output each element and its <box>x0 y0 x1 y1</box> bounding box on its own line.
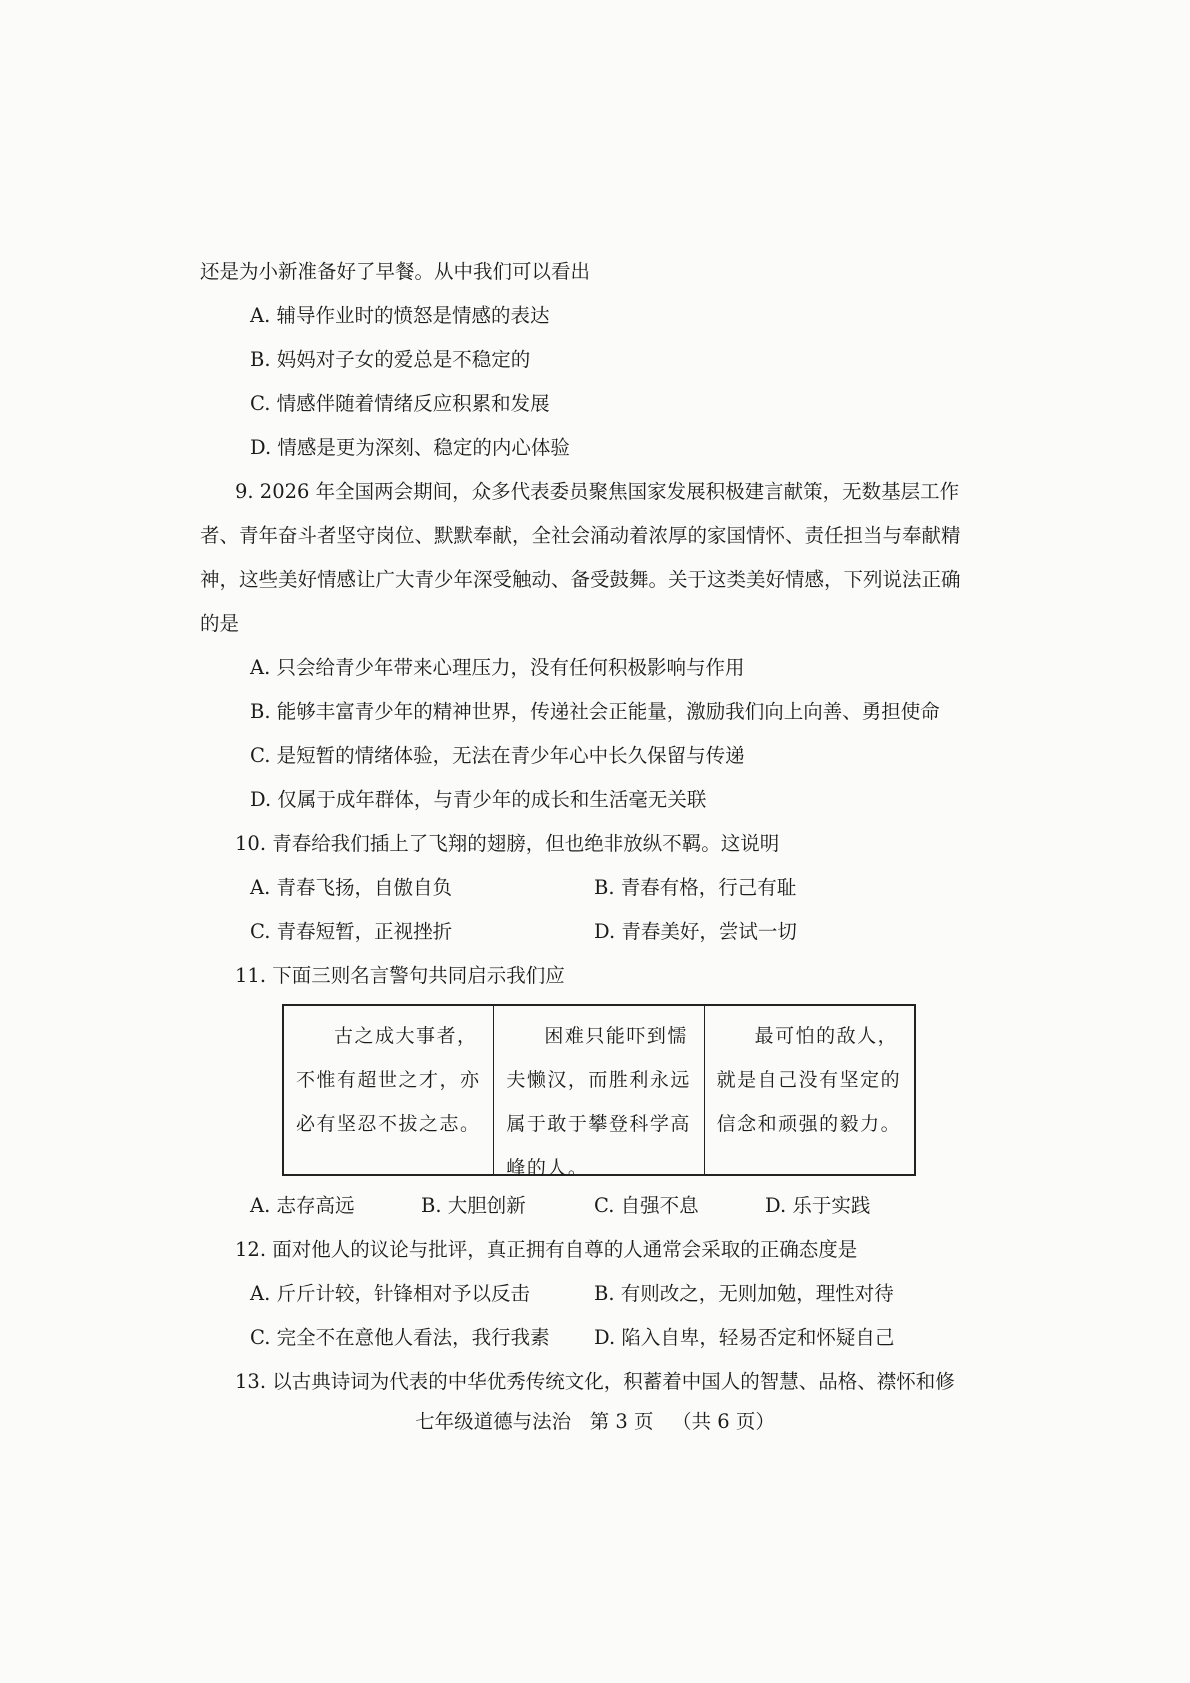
q8-option-d: D. 情感是更为深刻、稳定的内心体验 <box>250 436 570 459</box>
q9-option-a: A. 只会给青少年带来心理压力，没有任何积极影响与作用 <box>250 656 745 679</box>
quote-cell-3 <box>704 1006 914 1174</box>
q11-option-d: D. 乐于实践 <box>765 1194 871 1217</box>
q9-stem-line-3: 神，这些美好情感让广大青少年深受触动、备受鼓舞。关于这类美好情感，下列说法正确 <box>200 568 961 591</box>
q10-option-d: D. 青春美好，尝试一切 <box>594 920 797 943</box>
quote-cell-1 <box>284 1006 493 1174</box>
q8-option-c: C. 情感伴随着情绪反应积累和发展 <box>250 392 550 415</box>
q12-stem: 12. 面对他人的议论与批评，真正拥有自尊的人通常会采取的正确态度是 <box>235 1238 858 1261</box>
q10-stem: 10. 青春给我们插上了飞翔的翅膀，但也绝非放纵不羁。这说明 <box>235 832 780 855</box>
q9-option-c: C. 是短暂的情绪体验，无法在青少年心中长久保留与传递 <box>250 744 745 767</box>
q12-option-c: C. 完全不在意他人看法，我行我素 <box>250 1326 550 1349</box>
q12-option-d: D. 陷入自卑，轻易否定和怀疑自己 <box>594 1326 895 1349</box>
q10-option-c: C. 青春短暂，正视挫折 <box>250 920 453 943</box>
q11-option-a: A. 志存高远 <box>250 1194 355 1217</box>
q13-stem: 13. 以古典诗词为代表的中华优秀传统文化，积蓄着中国人的智慧、品格、襟怀和修 <box>235 1370 955 1393</box>
quotes-table <box>282 1004 916 1179</box>
q11-option-b: B. 大胆创新 <box>421 1194 526 1217</box>
q9-stem-line-4: 的是 <box>200 612 240 635</box>
q11-stem: 11. 下面三则名言警句共同启示我们应 <box>235 964 565 987</box>
q12-option-b: B. 有则改之，无则加勉，理性对待 <box>594 1282 894 1305</box>
q9-stem-line-1: 9. 2026 年全国两会期间，众多代表委员聚焦国家发展积极建言献策，无数基层工作 <box>235 480 960 503</box>
q10-option-b: B. 青春有格，行己有耻 <box>594 876 797 899</box>
page-footer: 七年级道德与法治 第 3 页 （共 6 页） <box>415 1410 775 1433</box>
q9-option-d: D. 仅属于成年群体，与青少年的成长和生活毫无关联 <box>250 788 707 811</box>
quote-text-2: 困难只能吓到懦夫懒汉，而胜利永远属于敢于攀登科学高峰的人。 <box>506 1025 691 1179</box>
quote-cell-2 <box>493 1006 703 1179</box>
q11-option-c: C. 自强不息 <box>594 1194 699 1217</box>
q8-stem: 还是为小新准备好了早餐。从中我们可以看出 <box>200 260 591 283</box>
q8-option-b: B. 妈妈对子女的爱总是不稳定的 <box>250 348 531 371</box>
quote-text-3: 最可怕的敌人，就是自己没有坚定的信念和顽强的毅力。 <box>716 1025 902 1135</box>
q10-option-a: A. 青春飞扬，自傲自负 <box>250 876 452 899</box>
q8-option-a: A. 辅导作业时的愤怒是情感的表达 <box>250 304 550 327</box>
quote-text-1: 古之成大事者，不惟有超世之才，亦必有坚忍不拔之志。 <box>296 1025 481 1135</box>
q12-option-a: A. 斤斤计较，针锋相对予以反击 <box>250 1282 530 1305</box>
q9-stem-line-2: 者、青年奋斗者坚守岗位、默默奉献，全社会涌动着浓厚的家国情怀、责任担当与奉献精 <box>200 524 961 547</box>
q9-option-b: B. 能够丰富青少年的精神世界，传递社会正能量，激励我们向上向善、勇担使命 <box>250 700 940 723</box>
